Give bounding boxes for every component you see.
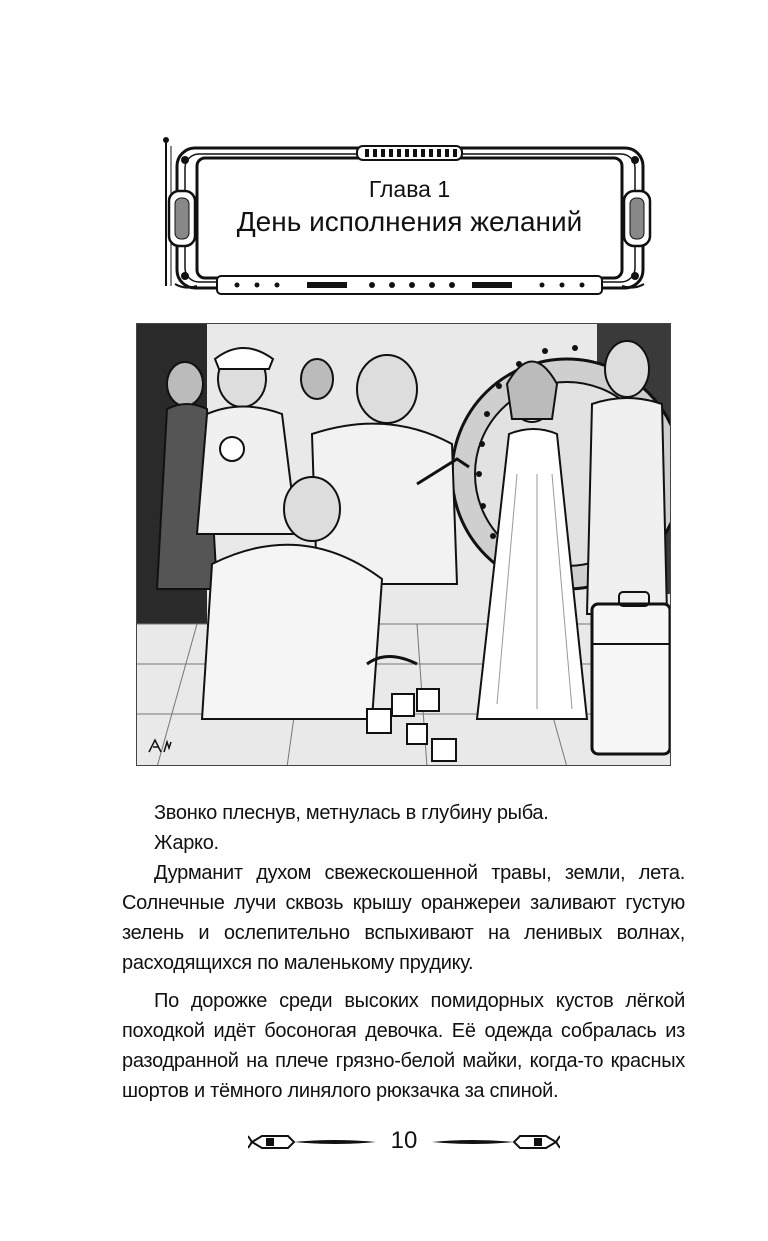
chapter-illustration (136, 323, 671, 766)
paragraph-1: Звонко плеснув, метнулась в глубину рыба. (154, 802, 549, 824)
chapter-header-frame (157, 136, 662, 300)
paragraph-4: По дорожке среди высоких помидорных кустов лёгкой походкой идёт босоногая девочка. Её одежда собралась из разодранной на плече грязно-белой майки, когда-то красных шортов и тёмного линялого рюкзачка за спиной. (122, 990, 685, 1102)
chapter-title: День исполнения желаний (236, 206, 583, 237)
page-number: 10 (376, 1127, 432, 1155)
paragraph-2: Жарко. (154, 832, 219, 854)
chapter-heading (199, 158, 620, 276)
page-footer (248, 1124, 560, 1160)
chapter-label: Глава 1 (368, 176, 451, 202)
illustration-image (137, 324, 671, 766)
paragraph-3: Дурманит духом свежескошенной травы, земли, лета. Солнечные лучи сквозь крышу оранжереи заливают густую зелень и ослепительно вспыхивают на ленивых волнах, расходящихся по маленькому прудику. (122, 862, 685, 974)
body-text (122, 798, 685, 1106)
